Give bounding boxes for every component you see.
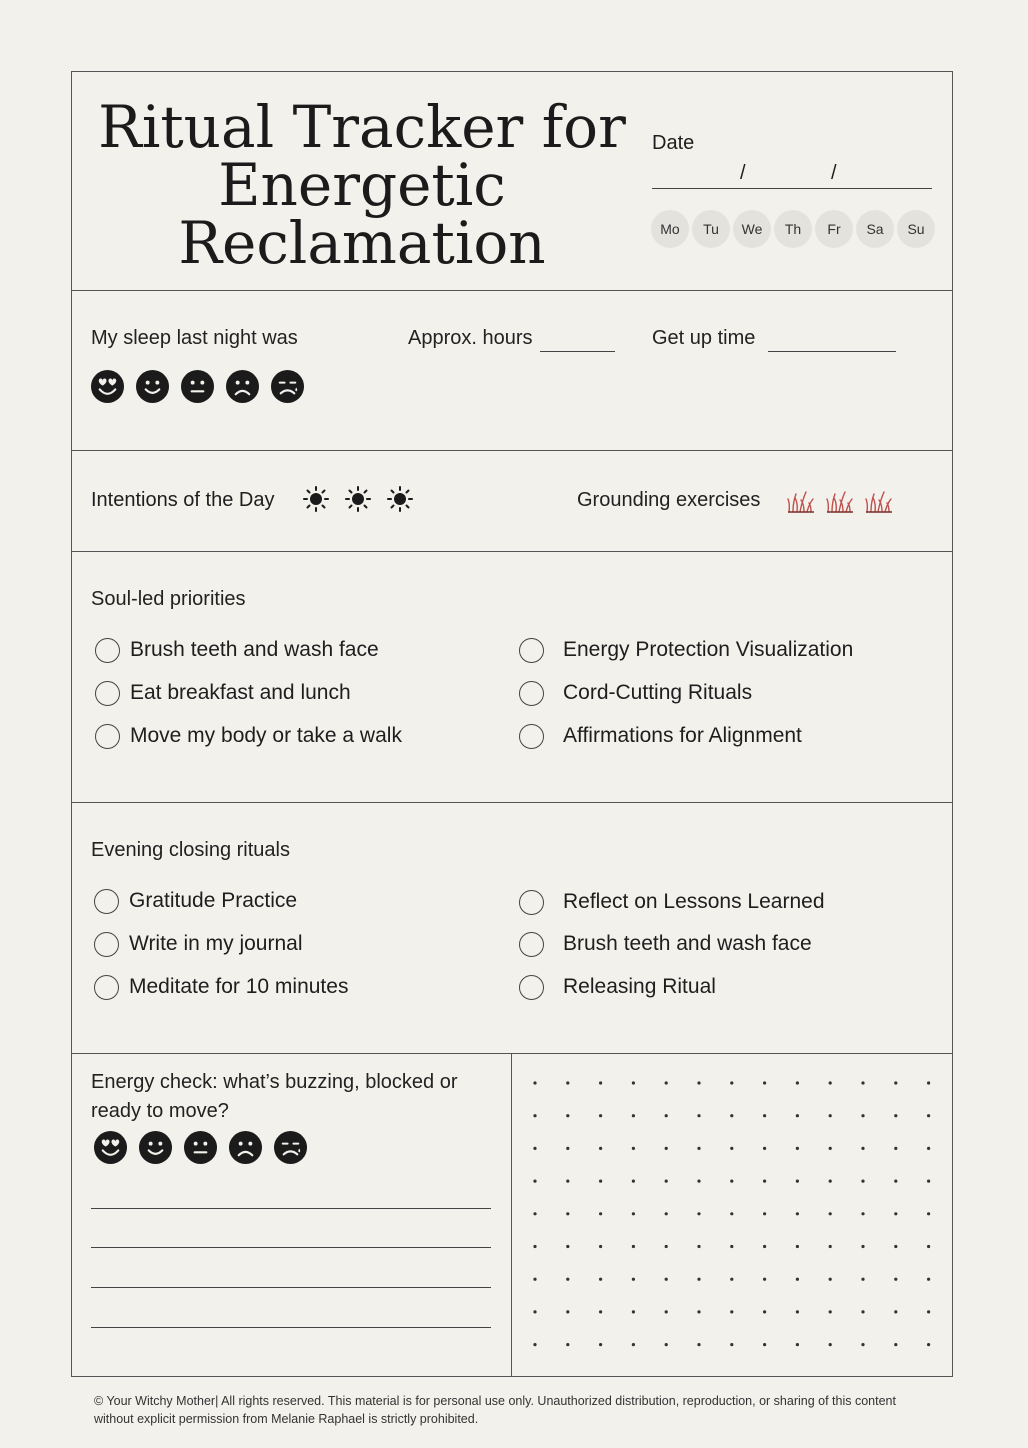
writing-line[interactable] (91, 1247, 491, 1248)
sad-tear-face-icon[interactable] (270, 369, 305, 404)
grid-dot (730, 1343, 733, 1346)
checkbox[interactable] (519, 681, 544, 706)
grid-dot (829, 1278, 832, 1281)
grass-icon[interactable] (826, 489, 854, 513)
sleep-rating (90, 369, 305, 404)
grid-dot (796, 1310, 799, 1313)
energy-rating (93, 1130, 308, 1165)
grid-dot (763, 1180, 766, 1183)
frown-face-icon[interactable] (225, 369, 260, 404)
checklist-item[interactable] (95, 636, 379, 664)
checklist-item[interactable] (94, 887, 297, 915)
writing-line[interactable] (91, 1208, 491, 1209)
grid-dot (697, 1278, 700, 1281)
grid-dot (566, 1278, 569, 1281)
date-slash: / (831, 162, 837, 184)
evening-heading: Evening closing rituals (91, 839, 290, 861)
grid-dot (697, 1310, 700, 1313)
grid-dot (533, 1180, 536, 1183)
grid-dot (533, 1310, 536, 1313)
grid-dot (861, 1310, 864, 1313)
grid-dot (927, 1278, 930, 1281)
checkbox[interactable] (519, 890, 544, 915)
divider (71, 290, 953, 291)
grid-dot (829, 1212, 832, 1215)
checkbox[interactable] (95, 638, 120, 663)
sun-icon[interactable] (387, 486, 413, 512)
title-line: Ritual Tracker for (98, 93, 626, 161)
sleep-label: My sleep last night was (91, 327, 298, 349)
grid-dot (796, 1343, 799, 1346)
checklist-item[interactable] (94, 930, 303, 958)
grid-dot (533, 1212, 536, 1215)
date-slash: / (740, 162, 746, 184)
heart-eyes-face-icon[interactable] (90, 369, 125, 404)
grid-dot (861, 1114, 864, 1117)
grid-dot (665, 1147, 668, 1150)
grid-dot (665, 1081, 668, 1084)
grid-dot (796, 1278, 799, 1281)
sun-icon[interactable] (303, 486, 329, 512)
grid-dot (566, 1180, 569, 1183)
sad-tear-face-icon[interactable] (273, 1130, 308, 1165)
checklist-item[interactable] (519, 888, 825, 916)
grid-dot (730, 1310, 733, 1313)
copyright-footer: © Your Witchy Mother| All rights reserved. This material is for personal use only. Unauthorized distribution, reproduction, or sharing of this content without explicit permission from Melanie Raphael is strictly prohibited. (94, 1394, 896, 1426)
grid-dot (632, 1212, 635, 1215)
grid-dot (730, 1081, 733, 1084)
grass-icon[interactable] (787, 489, 815, 513)
day-chip-mo[interactable]: Mo (651, 210, 689, 248)
grid-dot (697, 1343, 700, 1346)
grid-dot (763, 1114, 766, 1117)
checklist-item-label: Affirmations for Alignment (563, 724, 802, 747)
checklist-item-label: Write in my journal (129, 932, 303, 955)
grid-dot (927, 1310, 930, 1313)
getup-field[interactable] (768, 351, 896, 352)
grid-dot (730, 1114, 733, 1117)
checklist-item[interactable] (519, 636, 853, 664)
grid-dot (632, 1180, 635, 1183)
grid-dot (861, 1212, 864, 1215)
grid-dot (829, 1114, 832, 1117)
grid-dot (566, 1343, 569, 1346)
grid-dot (894, 1310, 897, 1313)
grid-dot (697, 1114, 700, 1117)
grid-dot (763, 1212, 766, 1215)
title-line: Energetic (218, 151, 506, 219)
grid-dot (533, 1081, 536, 1084)
grid-dot (829, 1343, 832, 1346)
sun-icon[interactable] (345, 486, 371, 512)
writing-line[interactable] (91, 1327, 491, 1328)
grid-dot (533, 1114, 536, 1117)
grid-dot (665, 1245, 668, 1248)
grid-dot (566, 1245, 569, 1248)
checklist-item-label: Reflect on Lessons Learned (563, 890, 825, 913)
checkbox[interactable] (519, 724, 544, 749)
grid-dot (861, 1147, 864, 1150)
grounding-label: Grounding exercises (577, 489, 761, 511)
grid-dot (829, 1245, 832, 1248)
checkbox[interactable] (95, 724, 120, 749)
grid-dot (632, 1147, 635, 1150)
grid-dot (927, 1343, 930, 1346)
checklist-item-label: Cord-Cutting Rituals (563, 681, 753, 704)
grid-dot (894, 1245, 897, 1248)
grid-dot (763, 1310, 766, 1313)
checklist-item[interactable] (95, 679, 351, 707)
day-chip-th[interactable]: Th (774, 210, 812, 248)
grid-dot (632, 1114, 635, 1117)
getup-label: Get up time (652, 327, 756, 349)
checkbox[interactable] (94, 975, 119, 1000)
grid-dot (829, 1147, 832, 1150)
checkbox[interactable] (519, 932, 544, 957)
grid-dot (730, 1180, 733, 1183)
grid-dot (829, 1310, 832, 1313)
grid-dot (665, 1114, 668, 1117)
dot-grid[interactable] (512, 1055, 952, 1375)
grid-dot (796, 1114, 799, 1117)
grid-dot (861, 1081, 864, 1084)
grid-dot (665, 1180, 668, 1183)
grid-dot (599, 1180, 602, 1183)
day-chip-we[interactable]: We (733, 210, 771, 248)
grid-dot (566, 1212, 569, 1215)
grid-dot (665, 1278, 668, 1281)
grid-dot (894, 1180, 897, 1183)
grid-dot (566, 1081, 569, 1084)
checklist-item-label: Meditate for 10 minutes (129, 975, 349, 998)
checklist-item-label: Energy Protection Visualization (563, 638, 854, 661)
checklist-item-label: Brush teeth and wash face (130, 638, 379, 661)
checklist-item[interactable] (519, 973, 716, 1001)
checkbox[interactable] (519, 638, 544, 663)
checklist-item-label: Brush teeth and wash face (563, 932, 812, 955)
grid-dot (894, 1081, 897, 1084)
divider (71, 1053, 953, 1054)
grid-dot (566, 1114, 569, 1117)
hours-field[interactable] (540, 351, 615, 352)
checklist-item[interactable] (519, 722, 802, 750)
checkbox[interactable] (519, 975, 544, 1000)
grid-dot (763, 1245, 766, 1248)
grid-dot (927, 1114, 930, 1117)
grid-dot (632, 1278, 635, 1281)
checkbox[interactable] (95, 681, 120, 706)
grid-dot (861, 1180, 864, 1183)
intentions-label: Intentions of the Day (91, 489, 275, 511)
grid-dot (829, 1180, 832, 1183)
grid-dot (533, 1278, 536, 1281)
checklist-item-label: Releasing Ritual (563, 975, 716, 998)
grid-dot (894, 1343, 897, 1346)
grid-dot (763, 1343, 766, 1346)
checkbox[interactable] (94, 889, 119, 914)
grid-dot (599, 1310, 602, 1313)
grid-dot (665, 1310, 668, 1313)
grid-dot (665, 1343, 668, 1346)
grid-dot (796, 1212, 799, 1215)
grid-dot (599, 1147, 602, 1150)
grid-dot (829, 1081, 832, 1084)
grid-dot (599, 1343, 602, 1346)
grid-dot (665, 1212, 668, 1215)
day-chip-su[interactable]: Su (897, 210, 935, 248)
grid-dot (697, 1245, 700, 1248)
grid-dot (763, 1147, 766, 1150)
grid-dot (894, 1147, 897, 1150)
checklist-item[interactable] (519, 679, 752, 707)
grid-dot (861, 1278, 864, 1281)
hours-label: Approx. hours (408, 327, 533, 349)
grid-dot (927, 1180, 930, 1183)
checklist-item[interactable] (95, 722, 402, 750)
title-line: Reclamation (178, 209, 546, 277)
grid-dot (927, 1245, 930, 1248)
grid-dot (730, 1147, 733, 1150)
grid-dot (894, 1212, 897, 1215)
grid-dot (796, 1245, 799, 1248)
checklist-item-label: Move my body or take a walk (130, 724, 402, 747)
grid-dot (697, 1081, 700, 1084)
smile-face-icon[interactable] (135, 369, 170, 404)
grid-dot (533, 1343, 536, 1346)
frown-face-icon[interactable] (228, 1130, 263, 1165)
grid-dot (894, 1278, 897, 1281)
grid-dot (533, 1245, 536, 1248)
grid-dot (861, 1343, 864, 1346)
grid-dot (796, 1081, 799, 1084)
grid-dot (730, 1245, 733, 1248)
grid-dot (533, 1147, 536, 1150)
page-title (96, 93, 628, 277)
grass-icon[interactable] (865, 489, 893, 513)
grid-dot (632, 1343, 635, 1346)
grid-dot (796, 1180, 799, 1183)
grid-dot (632, 1310, 635, 1313)
grid-dot (566, 1310, 569, 1313)
grid-dot (632, 1081, 635, 1084)
grid-dot (632, 1245, 635, 1248)
grid-dot (599, 1212, 602, 1215)
day-chip-fr[interactable]: Fr (815, 210, 853, 248)
grid-dot (730, 1278, 733, 1281)
grid-dot (730, 1212, 733, 1215)
grid-dot (599, 1278, 602, 1281)
grid-dot (861, 1245, 864, 1248)
date-field[interactable] (652, 188, 932, 189)
grid-dot (927, 1147, 930, 1150)
checklist-item[interactable] (519, 930, 812, 958)
grid-dot (599, 1245, 602, 1248)
grid-dot (894, 1114, 897, 1117)
grid-dot (566, 1147, 569, 1150)
grid-dot (599, 1114, 602, 1117)
smile-face-icon[interactable] (138, 1130, 173, 1165)
grid-dot (796, 1147, 799, 1150)
divider (71, 450, 953, 451)
divider (71, 551, 953, 552)
checklist-item-label: Eat breakfast and lunch (130, 681, 351, 704)
grid-dot (927, 1081, 930, 1084)
neutral-face-icon[interactable] (180, 369, 215, 404)
grid-dot (763, 1081, 766, 1084)
grid-dot (763, 1278, 766, 1281)
day-chip-sa[interactable]: Sa (856, 210, 894, 248)
grid-dot (599, 1081, 602, 1084)
grid-dot (927, 1212, 930, 1215)
soul-heading: Soul-led priorities (91, 588, 246, 610)
grid-dot (697, 1212, 700, 1215)
heart-eyes-face-icon[interactable] (93, 1130, 128, 1165)
day-chip-tu[interactable]: Tu (692, 210, 730, 248)
checkbox[interactable] (94, 932, 119, 957)
writing-line[interactable] (91, 1287, 491, 1288)
checklist-item[interactable] (94, 973, 348, 1001)
grid-dot (697, 1180, 700, 1183)
divider (71, 802, 953, 803)
checklist-item-label: Gratitude Practice (129, 889, 298, 912)
neutral-face-icon[interactable] (183, 1130, 218, 1165)
grid-dot (697, 1147, 700, 1150)
date-label: Date (652, 132, 695, 154)
energy-label: Energy check: what’s buzzing, blocked or ready to move? (91, 1071, 458, 1122)
